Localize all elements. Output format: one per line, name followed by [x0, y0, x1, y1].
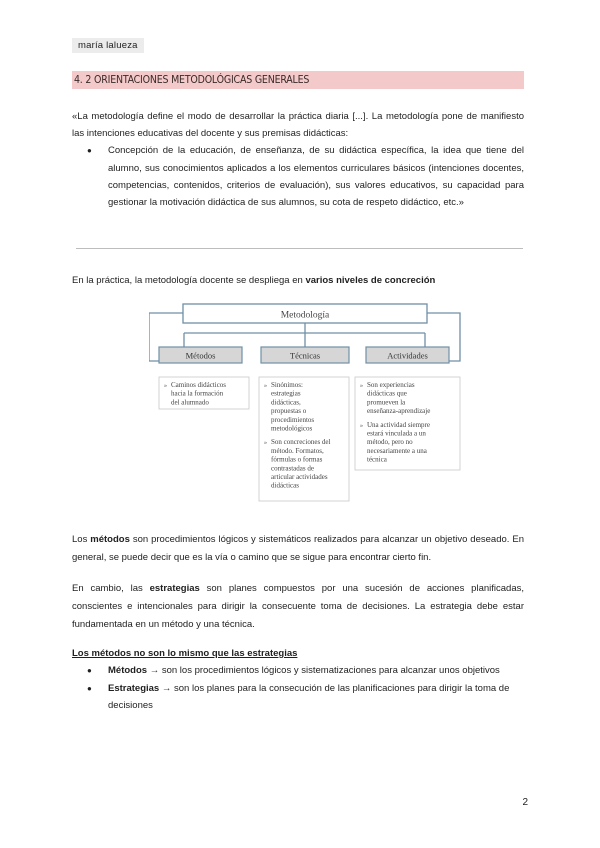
diagram-item-line: Sinónimos:: [271, 381, 303, 389]
diagram-item-line: didácticas que: [367, 389, 407, 398]
diagram-item-line: procedimientos: [271, 415, 315, 424]
paragraph-text: Los: [72, 534, 91, 545]
diagram-item-line: hacia la formación: [171, 389, 224, 398]
diagram-item-line: Son experiencias: [367, 381, 415, 389]
term-estrategias: estrategias: [149, 583, 200, 594]
diagram-item-line: articular actividades: [271, 473, 328, 481]
quote-text: «La metodología define el modo de desarrollar la práctica diaria [...]. La metodología pone de manifiesto las intenciones educativas del docente y sus premisas didácticas:: [72, 111, 524, 140]
diagram-item-line: necesariamente a una: [367, 446, 427, 455]
methodology-diagram: [149, 303, 462, 502]
diagram-bullet-icon: »: [264, 440, 267, 447]
column-title-metodos: Métodos: [185, 350, 216, 361]
diagram-item-line: metodológicos: [271, 424, 313, 433]
bullet-icon: ●: [87, 683, 92, 693]
diagram-item-line: Una actividad siempre: [367, 420, 430, 429]
diagram-item-line: fórmulas o formas: [271, 455, 323, 464]
column-title-tecnicas: Técnicas: [289, 350, 321, 361]
diagram-item-line: método. Formatos,: [271, 446, 324, 455]
list-item-term: Estrategias: [108, 682, 160, 694]
bullet-icon: ●: [87, 666, 92, 675]
intro-text-bold: varios niveles de concreción: [305, 275, 436, 286]
diagram-item-line: del alumnado: [171, 398, 209, 407]
list-item-text: → son los procedimientos lógicos y sistematizaciones para alcanzar unos objetivos: [147, 665, 500, 676]
intro-text: [72, 273, 524, 289]
list-item: [72, 662, 524, 680]
paragraph-estrategias: [72, 580, 524, 634]
page-number: 2: [522, 797, 528, 808]
diagram-bullet-icon: »: [360, 383, 363, 389]
quote-bullet-list: [72, 142, 524, 211]
comparison-list: [72, 662, 524, 715]
diagram-item-line: didácticas,: [271, 398, 301, 407]
comparison-title: Los métodos no son lo mismo que las estrategias: [72, 648, 298, 659]
diagram-item-line: método, pero no: [367, 438, 413, 447]
diagram-item-line: enseñanza-aprendizaje: [367, 407, 431, 416]
diagram-item-line: estrategias: [271, 389, 301, 398]
paragraph-text: En cambio, las: [72, 583, 150, 594]
term-metodos: métodos: [90, 534, 130, 545]
diagram-item-line: estará vinculada a un: [367, 429, 426, 438]
diagram-item-line: Caminos didácticos: [171, 381, 227, 389]
diagram-item-line: didácticas: [271, 481, 299, 490]
diagram-bullet-icon: »: [360, 422, 363, 429]
column-title-actividades: Actividades: [387, 350, 428, 361]
root-label: Metodología: [280, 310, 330, 321]
diagram-item-line: propuestas o: [271, 407, 307, 416]
list-item-term: Métodos: [108, 665, 148, 676]
quote-block: [72, 108, 524, 211]
list-item-text: → son los planes para la consecución de las planificaciones para dirigir la toma de decisiones: [108, 682, 510, 711]
diagram-item-line: técnica: [367, 455, 387, 464]
diagram-bullet-icon: »: [164, 383, 167, 389]
divider: [76, 248, 523, 249]
diagram-item-line: promueven la: [367, 398, 406, 407]
list-item: [72, 142, 524, 211]
author-tag: maría lalueza: [72, 38, 144, 53]
list-item: [72, 680, 524, 715]
paragraph-metodos: [72, 531, 524, 567]
diagram-item-line: Son concreciones del: [271, 438, 331, 447]
diagram-item-line: contrastadas de: [271, 464, 314, 473]
diagram-bullet-icon: »: [264, 383, 267, 389]
paragraph-text: son planes compuestos por una sucesión de acciones planificadas, conscientes e intencionales para dirigir la consecuente toma de decisiones. La estrategia debe estar fundamentada en un método y una técnica.: [72, 583, 524, 630]
quote-bullet-text: Concepción de la educación, de enseñanza, de su didáctica específica, la idea que tiene del alumno, sus conocimientos aplicados a los elementos curriculares básicos (intenciones docentes, competencias, contenidos, criterios de evaluación), sus valores educativos, su capacidad para gestionar la motivación didáctica de sus alumnos, su cota de respeto didáctico, etc.»: [108, 145, 524, 209]
bullet-icon: ●: [87, 146, 92, 156]
section-heading: 4. 2 ORIENTACIONES METODOLÓGICAS GENERALES: [72, 71, 524, 89]
paragraph-text: son procedimientos lógicos y sistemáticos realizados para alcanzar un objetivo deseado. En general, se puede decir que es la vía o camino que se sigue para encontrar cierto fin.: [72, 534, 524, 563]
intro-text-plain: En la práctica, la metodología docente se despliega en: [72, 275, 306, 286]
